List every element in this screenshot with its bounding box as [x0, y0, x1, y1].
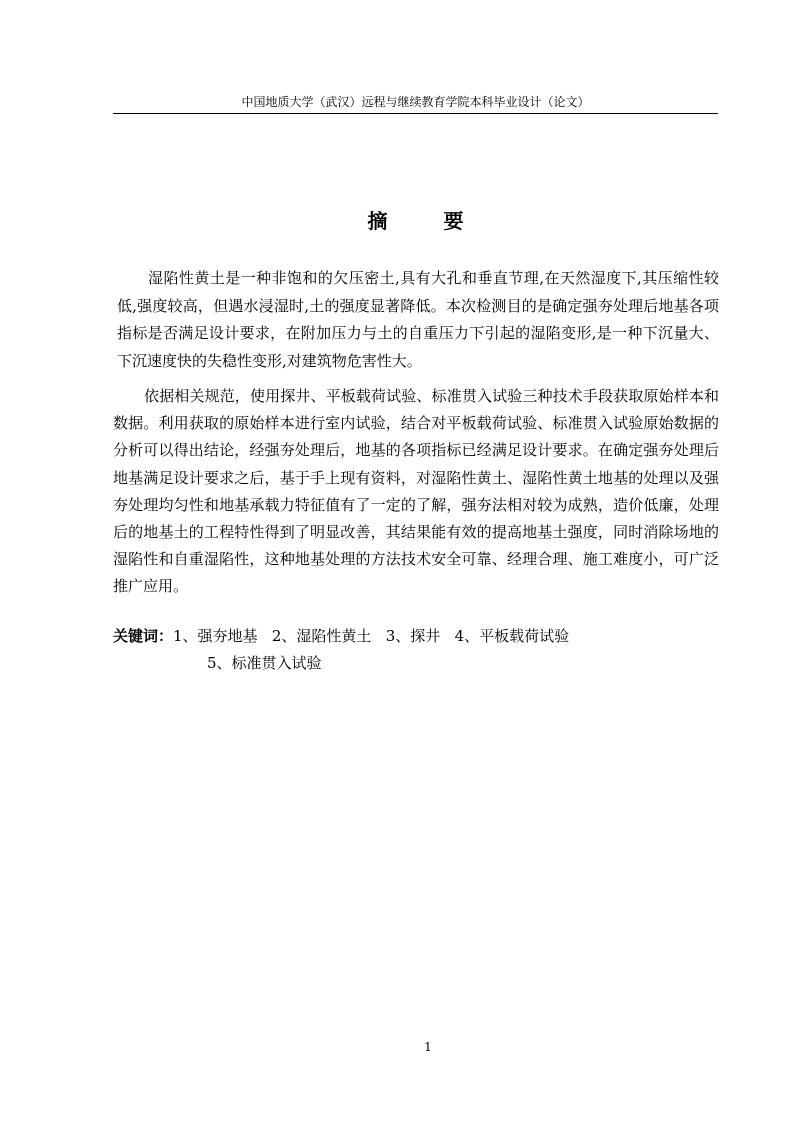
keyword-item: 2、湿陷性黄土 — [271, 627, 372, 645]
keyword-item: 4、平板载荷试验 — [454, 627, 570, 645]
keyword-item: 5、标准贯入试验 — [207, 654, 322, 672]
keywords-line-2 — [113, 650, 719, 677]
abstract-paragraph-2: 依据相关规范，使用探井、平板载荷试验、标准贯入试验三种技术手段获取原始样本和数据。利用获取的原始样本进行室内试验，结合对平板载荷试验、标准贯入试验原始数据的分析可以得出结论，经强夯处理后，地基的各项指标已经满足设计要求。在确定强夯处理后地基满足设计要求之后，基于手上现有资料，对湿陷性黄土、湿陷性黄土地基的处理以及强夯处理均匀性和地基承载力特征值有了一定的了解，强夯法相对较为成熟，造价低廉，处理后的地基土的工程特性得到了明显改善，其结果能有效的提高地基土强度，同时消除场地的湿陷性和自重湿陷性，这种地基处理的方法技术安全可靠、经理合理、施工难度小，可广泛推广应用。 — [113, 387, 719, 596]
keywords-section — [113, 623, 719, 677]
running-header: 中国地质大学（武汉）远程与继续教育学院本科毕业设计（论文） — [241, 95, 590, 109]
keywords-label: 关键词： — [113, 627, 174, 645]
header-divider — [113, 113, 718, 114]
keywords-line-1 — [113, 623, 719, 650]
page-number: 1 — [424, 1040, 432, 1054]
abstract-paragraph-1: 湿陷性黄土是一种非饱和的欠压密土,具有大孔和垂直节理,在天然湿度下,其压缩性较低,强度较高，但遇水浸湿时,土的强度显著降低。本次检测目的是确定强夯处理后地基各项指标是否满足设计要求，在附加压力与土的自重压力下引起的湿陷变形,是一种下沉量大、下沉速度快的失稳性变形,对建筑物危害性大。 — [117, 269, 719, 370]
keyword-item: 1、强夯地基 — [173, 627, 258, 645]
keyword-item: 3、探井 — [385, 627, 441, 645]
page-title: 摘要 — [367, 209, 520, 233]
